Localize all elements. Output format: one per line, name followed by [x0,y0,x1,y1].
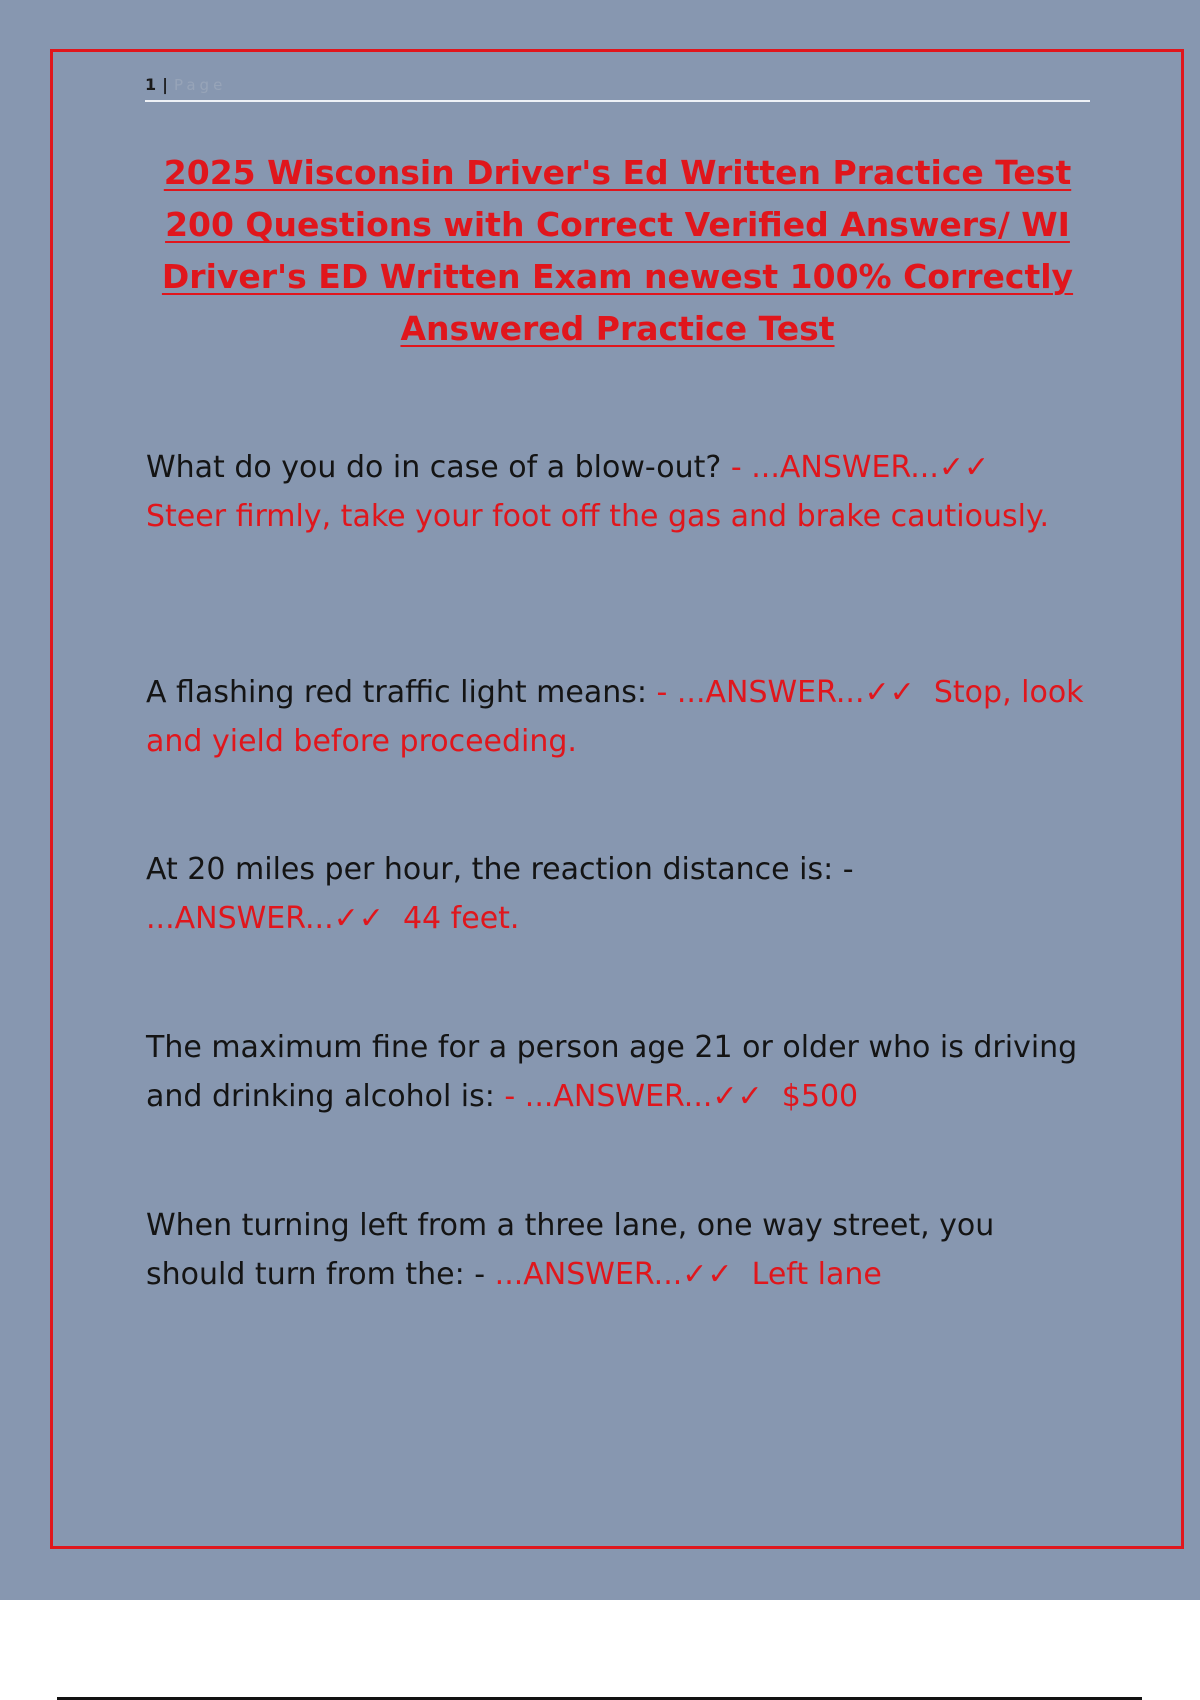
page-word: Page [173,76,227,94]
question-text: At 20 miles per hour, the reaction distance is: - [146,852,854,887]
answer-marker: - ...ANSWER...✓✓ [494,1079,763,1114]
page-header [145,74,1090,102]
answer-marker: ...ANSWER...✓✓ [146,901,384,936]
answer-text: $500 [781,1079,859,1114]
answer-text: Stop, look and yield before proceeding. [146,675,1084,759]
qa-item [146,1023,1091,1121]
answer-text: Left lane [751,1257,882,1292]
qa-item [146,1201,1091,1299]
answer-marker: ...ANSWER...✓✓ [494,1257,733,1292]
document-title: 2025 Wisconsin Driver's Ed Written Practice Test 200 Questions with Correct Verified Answers/ WI Driver's ED Written Exam newest 100% Correctly Answered Practice Test [161,153,1074,348]
page-separator: | [162,75,168,94]
answer-text: Steer firmly, take your foot off the gas and brake cautiously. [146,499,1049,534]
qa-item [146,443,1091,541]
question-text: What do you do in case of a blow-out? [146,450,722,485]
answer-text: 44 feet. [402,901,520,936]
answer-marker: - ...ANSWER...✓✓ [721,450,990,485]
page-number: 1 [145,75,157,94]
question-text: When turning left from a three lane, one way street, you should turn from the: - [146,1208,995,1292]
question-text: The maximum fine for a person age 21 or older who is driving and drinking alcohol is: [146,1030,1078,1114]
qa-item [146,845,1091,943]
answer-marker: - ...ANSWER...✓✓ [646,675,915,710]
qa-item [146,668,1091,766]
question-text: A flashing red traffic light means: [146,675,647,710]
